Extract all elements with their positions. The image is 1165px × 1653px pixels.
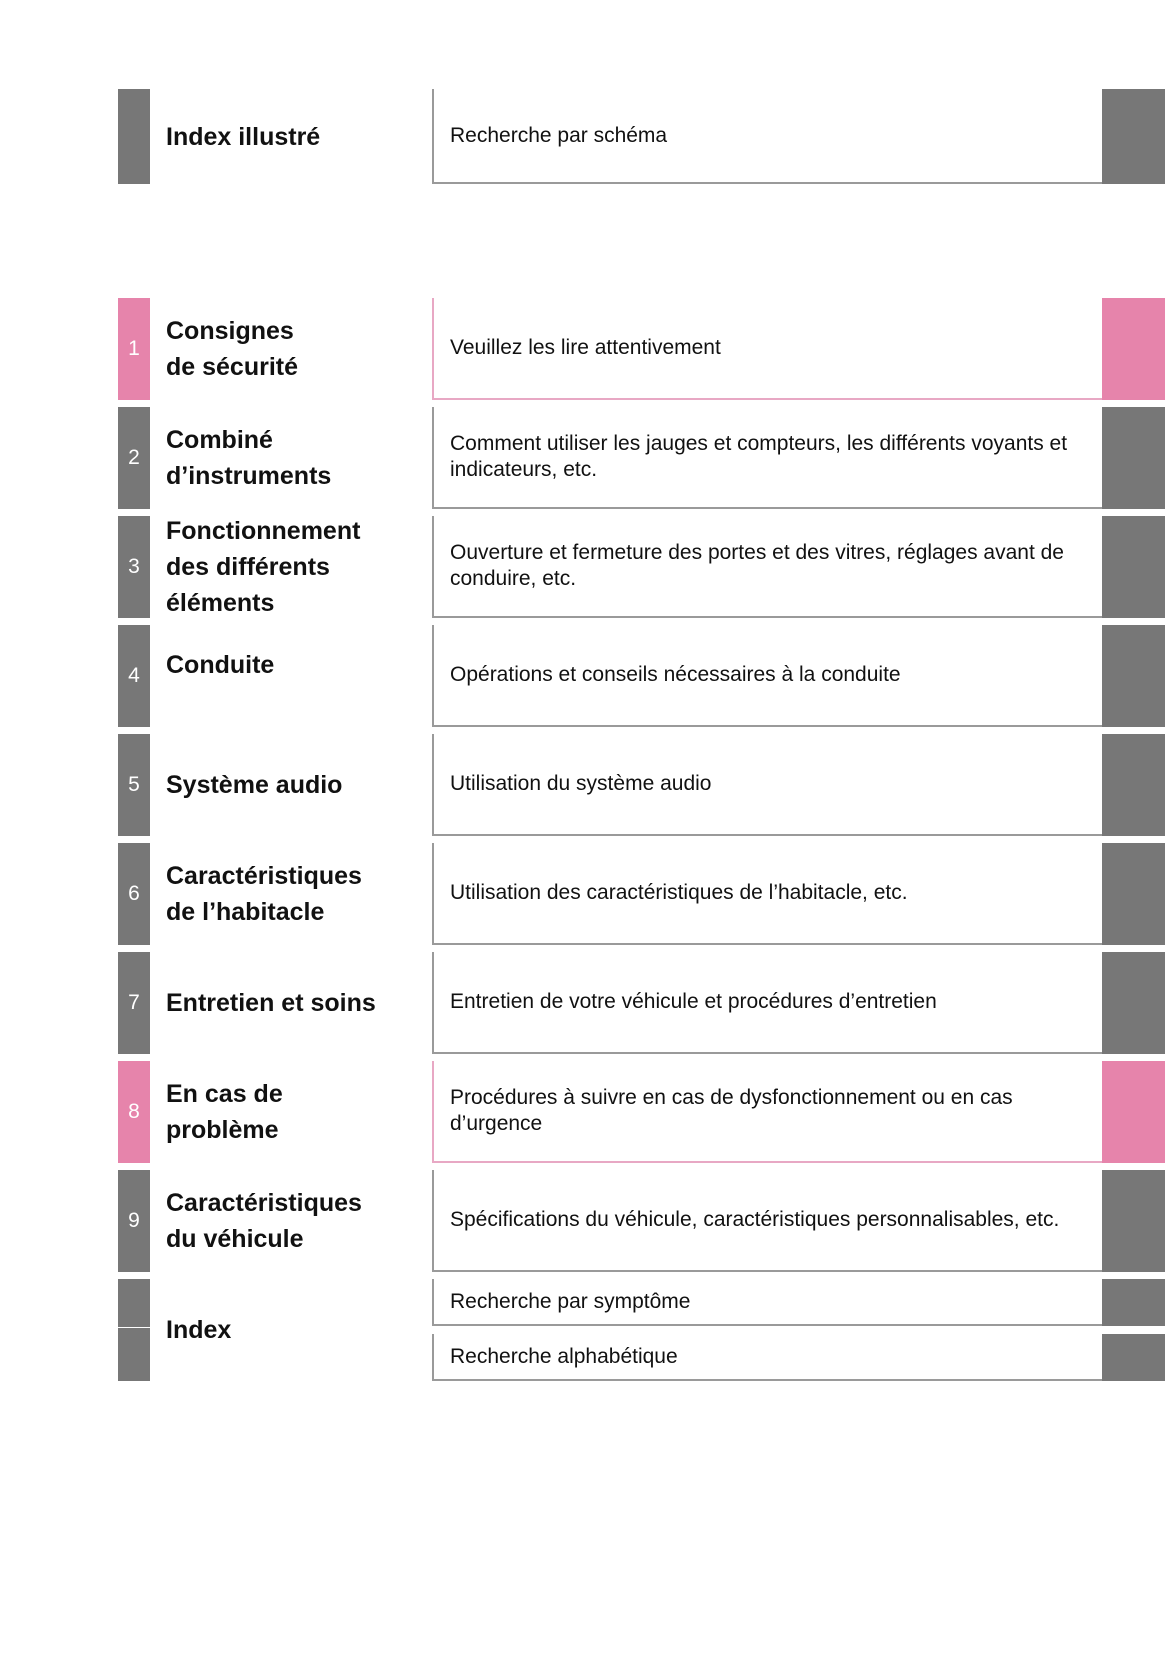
chapter-description — [432, 625, 1102, 727]
chapter-description — [432, 1061, 1102, 1163]
chapter-description-text: Procédures à suivre en cas de dysfonctionnement ou en cas d’urgence — [450, 1086, 1013, 1135]
edge-thumb-tab — [1102, 625, 1165, 727]
chapter-row-6[interactable] — [0, 843, 1165, 945]
chapter-description-text: Recherche par schéma — [450, 123, 668, 147]
chapter-description-text: Utilisation du système audio — [450, 772, 712, 795]
chapter-description — [432, 89, 1102, 184]
chapter-description-text: Spécifications du véhicule, caractéristiques personnalisables, etc. — [450, 1208, 1060, 1231]
chapter-number: 4 — [118, 625, 150, 727]
edge-thumb-tab — [1102, 89, 1165, 184]
tab-divider — [118, 1327, 150, 1328]
chapter-number: 8 — [118, 1061, 150, 1163]
chapter-description — [432, 1170, 1102, 1272]
edge-thumb-tab — [1102, 516, 1165, 618]
chapter-description-text: Opérations et conseils nécessaires à la conduite — [450, 663, 901, 686]
index-item-text: Recherche alphabétique — [450, 1344, 678, 1368]
chapter-description — [432, 407, 1102, 509]
chapter-row-9[interactable] — [0, 1170, 1165, 1272]
chapter-row-5[interactable] — [0, 734, 1165, 836]
chapter-title: Conduite — [166, 651, 275, 679]
index-row[interactable] — [0, 1279, 1165, 1381]
chapter-tab-marker — [118, 1279, 150, 1381]
chapter-row-8[interactable] — [0, 1061, 1165, 1163]
edge-thumb-tab — [1102, 407, 1165, 509]
chapter-row-7[interactable] — [0, 952, 1165, 1054]
edge-thumb-tab — [1102, 1334, 1165, 1381]
chapter-description — [432, 843, 1102, 945]
chapter-title: En cas de problème — [166, 1080, 283, 1144]
index-item-alphabetical[interactable] — [432, 1334, 1102, 1381]
edge-thumb-tab — [1102, 843, 1165, 945]
chapter-description-text: Entretien de votre véhicule et procédures d’entretien — [450, 990, 937, 1013]
chapter-description-text: Veuillez les lire attentivement — [450, 336, 721, 359]
edge-thumb-tab — [1102, 1170, 1165, 1272]
chapter-number: 7 — [118, 952, 150, 1054]
chapter-number: 9 — [118, 1170, 150, 1272]
chapter-tab-marker — [118, 89, 150, 184]
chapter-title: Index illustré — [166, 122, 321, 151]
chapter-number: 6 — [118, 843, 150, 945]
chapter-description-text: Ouverture et fermeture des portes et des vitres, réglages avant de conduire, etc. — [450, 541, 1064, 590]
chapter-description-text: Utilisation des caractéristiques de l’habitacle, etc. — [450, 881, 908, 904]
chapter-number: 1 — [118, 298, 150, 400]
edge-thumb-tab — [1102, 298, 1165, 400]
chapter-number: 2 — [118, 407, 150, 509]
chapter-description — [432, 516, 1102, 618]
edge-thumb-tab — [1102, 1061, 1165, 1163]
chapter-description — [432, 298, 1102, 400]
chapter-number: 5 — [118, 734, 150, 836]
edge-thumb-tab — [1102, 734, 1165, 836]
chapter-title: Système audio — [166, 771, 343, 799]
index-item-text: Recherche par symptôme — [450, 1289, 691, 1313]
chapter-title: Entretien et soins — [166, 989, 376, 1017]
index-item-symptom[interactable] — [432, 1279, 1102, 1326]
edge-thumb-tab — [1102, 952, 1165, 1054]
chapter-description — [432, 734, 1102, 836]
chapter-title: Index — [166, 1316, 232, 1344]
illustrated-index-row[interactable] — [0, 89, 1165, 184]
chapter-title: Caractéristiques du véhicule — [166, 1189, 362, 1253]
chapter-row-2[interactable] — [0, 407, 1165, 509]
chapter-description — [432, 952, 1102, 1054]
chapter-row-1[interactable] — [0, 298, 1165, 400]
edge-thumb-tab — [1102, 1279, 1165, 1326]
chapter-row-4[interactable] — [0, 625, 1165, 727]
chapter-title: Consignes de sécurité — [166, 317, 299, 381]
chapter-description-text: Comment utiliser les jauges et compteurs, les différents voyants et indicateurs, etc. — [450, 432, 1068, 481]
chapter-row-3[interactable] — [0, 516, 1165, 618]
chapter-number: 3 — [118, 516, 150, 618]
chapter-title: Combiné d’instruments — [166, 426, 332, 490]
chapter-title: Caractéristiques de l’habitacle — [166, 862, 362, 926]
chapter-title: Fonctionnement des différents éléments — [166, 517, 361, 617]
